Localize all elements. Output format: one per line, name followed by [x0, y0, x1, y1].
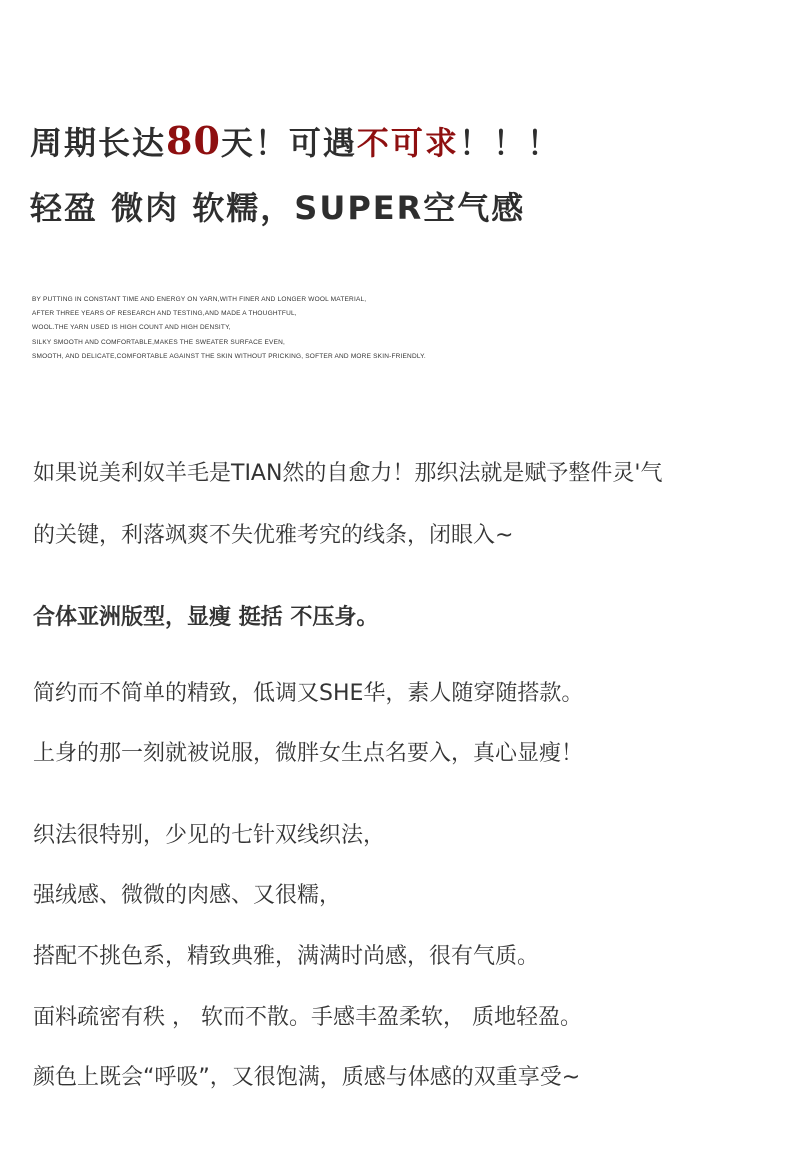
headline-text: ！！！ — [458, 124, 561, 162]
english-line: WOOL.THE YARN USED IS HIGH COUNT AND HIGH DENSITY, — [32, 324, 231, 331]
headline-line-1 — [30, 118, 561, 164]
english-line: AFTER THREE YEARS OF RESEARCH AND TESTING,AND MADE A THOUGHTFUL, — [32, 310, 297, 317]
body-line: 搭配不挑色系，精致典雅，满满时尚感，很有气质。 — [33, 944, 540, 969]
headline-line-2: 轻盈 微肉 软糯，SUPER空气感 — [30, 189, 526, 227]
headline-text: 周期长达 — [30, 124, 167, 162]
headline-text: 天！可遇 — [220, 124, 357, 162]
body-line: 面料疏密有秩 ， 软而不散。手感丰盈柔软， 质地轻盈。 — [33, 1005, 582, 1030]
intro-line: 如果说美利奴羊毛是TIAN然的自愈力！那织法就是赋予整件灵'气 — [33, 461, 663, 486]
english-line: BY PUTTING IN CONSTANT TIME AND ENERGY ON YARN,WITH FINER AND LONGER WOOL MATERIAL, — [32, 296, 367, 303]
body-line: 织法很特别，少见的七针双线织法， — [33, 823, 386, 848]
body-line: 简约而不简单的精致，低调又SHE华，素人随穿随搭款。 — [33, 681, 584, 706]
headline-highlight: 不可求 — [356, 124, 459, 162]
body-line: 上身的那一刻就被说服，微胖女生点名要入，真心显瘦！ — [33, 741, 584, 766]
subheading: 合体亚洲版型，显瘦 挺括 不压身。 — [33, 605, 379, 630]
headline-number: 80 — [166, 118, 221, 163]
english-line: SILKY SMOOTH AND COMFORTABLE,MAKES THE SWEATER SURFACE EVEN, — [32, 339, 286, 346]
body-line: 颜色上既会“呼吸”，又很饱满，质感与体感的双重享受~ — [33, 1065, 581, 1090]
body-line: 强绒感、微微的肉感、又很糯， — [33, 883, 342, 908]
intro-line: 的关键，利落飒爽不失优雅考究的线条，闭眼入~ — [33, 523, 514, 548]
english-line: SMOOTH, AND DELICATE,COMFORTABLE AGAINST THE SKIN WITHOUT PRICKING, SOFTER AND MORE SKIN-FRIENDLY. — [32, 353, 426, 360]
